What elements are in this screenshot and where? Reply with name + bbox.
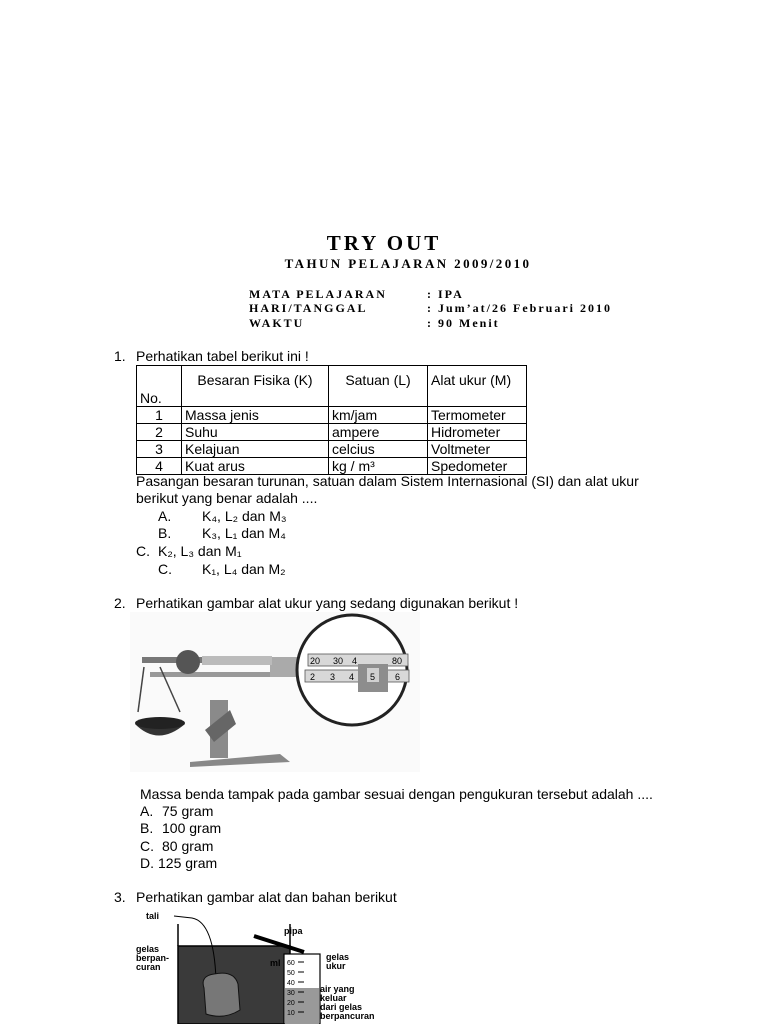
meta-time-value: : 90 Menit bbox=[427, 316, 500, 330]
q2-option-c bbox=[140, 838, 213, 855]
option-text: K₁, L₄ dan M₂ bbox=[202, 561, 286, 577]
table-cell: 3 bbox=[137, 441, 182, 458]
table-cell: 2 bbox=[137, 424, 182, 441]
label-pipa: pipa bbox=[284, 926, 303, 936]
table-header-cell: Alat ukur (M) bbox=[428, 366, 527, 407]
q2-option-b bbox=[140, 820, 221, 837]
option-letter: A. bbox=[158, 508, 172, 524]
q1-number: 1. bbox=[114, 348, 126, 364]
table-cell: 1 bbox=[137, 407, 182, 424]
table-cell: Suhu bbox=[182, 424, 329, 441]
option-letter: C. bbox=[140, 838, 154, 854]
scale-tick: 4 bbox=[349, 672, 355, 682]
cylinder-tick: 20 bbox=[287, 1000, 295, 1007]
q1-stem-line1: Pasangan besaran turunan, satuan dalam Sistem Internasional (SI) dan alat ukur bbox=[136, 473, 639, 489]
q2-option-a bbox=[140, 803, 213, 820]
cylinder-tick: 60 bbox=[287, 960, 295, 967]
table-cell: Massa jenis bbox=[182, 407, 329, 424]
option-letter: D. bbox=[140, 855, 154, 871]
table-row bbox=[137, 458, 527, 475]
table-header-row bbox=[137, 366, 527, 407]
q1-table bbox=[136, 365, 527, 475]
meta-subject-value: : IPA bbox=[427, 287, 464, 301]
table-row bbox=[137, 407, 527, 424]
academic-year: TAHUN PELAJARAN 2009/2010 bbox=[284, 256, 532, 271]
q2-option-d bbox=[140, 855, 217, 872]
option-letter: C. bbox=[158, 561, 172, 577]
option-letter: B. bbox=[158, 525, 172, 541]
balance-figure bbox=[130, 612, 420, 772]
table-cell: Kelajuan bbox=[182, 441, 329, 458]
q3-prompt: Perhatikan gambar alat dan bahan berikut bbox=[136, 889, 397, 905]
q1-prompt: Perhatikan tabel berikut ini ! bbox=[136, 348, 309, 364]
table-header-cell: Satuan (L) bbox=[329, 366, 428, 407]
label-gelas-ukur: gelas bbox=[326, 952, 350, 962]
meta-date-key: HARI/TANGGAL bbox=[249, 301, 368, 315]
table-cell: Voltmeter bbox=[428, 441, 527, 458]
scale-tick: 5 bbox=[370, 672, 376, 682]
table-cell: Spedometer bbox=[428, 458, 527, 475]
table-cell: km/jam bbox=[329, 407, 428, 424]
table-cell: celcius bbox=[329, 441, 428, 458]
meta-time-key: WAKTU bbox=[249, 316, 305, 330]
q3-number: 3. bbox=[114, 889, 126, 905]
cylinder-tick: 40 bbox=[287, 980, 295, 987]
label-tali: tali bbox=[146, 911, 160, 921]
scale-tick: 6 bbox=[395, 672, 401, 682]
table-cell: Hidrometer bbox=[428, 424, 527, 441]
document-title: TRY OUT bbox=[326, 231, 442, 255]
table-header-cell: Besaran Fisika (K) bbox=[182, 366, 329, 407]
q2-stem: Massa benda tampak pada gambar sesuai dengan pengukuran tersebut adalah .... bbox=[140, 786, 653, 802]
scale-tick: 30 bbox=[333, 656, 344, 666]
option-text: 80 gram bbox=[162, 838, 214, 854]
label-air: dari gelas bbox=[320, 1002, 363, 1012]
table-header-cell: No. bbox=[137, 366, 182, 407]
option-text: 100 gram bbox=[162, 820, 222, 836]
label-gelas-berpancuran: gelas bbox=[136, 944, 160, 954]
overflow-can-figure bbox=[134, 910, 394, 1024]
label-gelas-berpancuran: curan bbox=[136, 962, 161, 972]
option-text: K₂, L₃ dan M₁ bbox=[158, 543, 242, 559]
table-cell: 4 bbox=[137, 458, 182, 475]
scale-tick: 2 bbox=[310, 672, 316, 682]
option-letter: C. bbox=[136, 543, 150, 559]
scale-tick: 3 bbox=[330, 672, 336, 682]
option-letter: A. bbox=[140, 803, 154, 819]
q1-stem-line2: berikut yang benar adalah .... bbox=[136, 490, 318, 506]
cylinder-tick: 50 bbox=[287, 970, 295, 977]
option-letter: B. bbox=[140, 820, 154, 836]
meta-date-value: : Jum’at/26 Februari 2010 bbox=[427, 301, 612, 315]
scale-tick: 4 bbox=[352, 656, 358, 666]
q1-option-c bbox=[136, 543, 242, 560]
table-cell: kg / m³ bbox=[329, 458, 428, 475]
label-gelas-berpancuran: berpan- bbox=[136, 953, 170, 963]
option-text: K₄, L₂ dan M₃ bbox=[202, 508, 287, 524]
option-text: K₃, L₁ dan M₄ bbox=[202, 525, 286, 541]
table-row bbox=[137, 424, 527, 441]
scale-tick: 80 bbox=[392, 656, 403, 666]
option-text: 75 gram bbox=[162, 803, 214, 819]
q2-number: 2. bbox=[114, 595, 126, 611]
q2-prompt: Perhatikan gambar alat ukur yang sedang digunakan berikut ! bbox=[136, 595, 519, 611]
cylinder-tick: 10 bbox=[287, 1010, 295, 1017]
table-row bbox=[137, 441, 527, 458]
table-cell: Termometer bbox=[428, 407, 527, 424]
table-cell: Kuat arus bbox=[182, 458, 329, 475]
cylinder-tick: 30 bbox=[287, 990, 295, 997]
stone bbox=[203, 973, 240, 1016]
option-text: 125 gram bbox=[158, 855, 218, 871]
balance-rider bbox=[176, 650, 200, 674]
meta-subject-key: MATA PELAJARAN bbox=[249, 287, 387, 301]
label-air: air yang bbox=[320, 984, 355, 994]
q1-option-b bbox=[158, 525, 286, 542]
table-cell: ampere bbox=[329, 424, 428, 441]
q1-option-c2 bbox=[158, 561, 286, 578]
label-ml: ml bbox=[270, 958, 281, 968]
q1-option-a bbox=[158, 508, 287, 525]
label-air: keluar bbox=[320, 993, 347, 1003]
label-gelas-ukur: ukur bbox=[326, 961, 346, 971]
label-air: berpancuran bbox=[320, 1011, 375, 1021]
scale-tick: 20 bbox=[310, 656, 321, 666]
